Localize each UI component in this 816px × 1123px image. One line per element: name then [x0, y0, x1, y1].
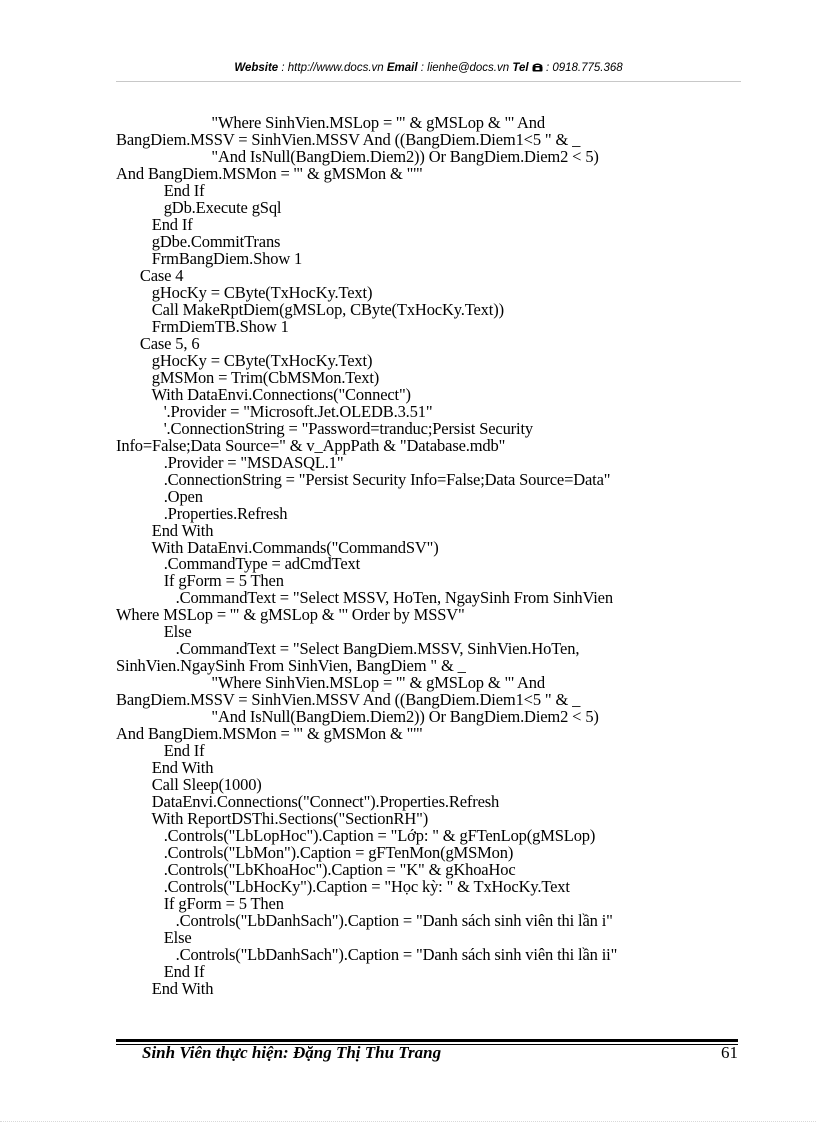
email-label: Email [386, 62, 418, 74]
code-line: Info=False;Data Source=" & v_AppPath & "Database.mdb" [116, 435, 506, 455]
code-line: End With [116, 758, 214, 778]
code-line: If gForm = 5 Then [116, 571, 284, 591]
code-line: gHocKy = CByte(TxHocKy.Text) [116, 350, 373, 370]
code-line: gDbe.CommitTrans [116, 231, 281, 251]
code-line: And BangDiem.MSMon = '" & gMSMon & "'" [116, 163, 423, 183]
code-line: .ConnectionString = "Persist Security Info=False;Data Source=Data" [116, 469, 611, 489]
code-line: .Controls("LbHocKy").Caption = "Học kỳ: " & TxHocKy.Text [116, 877, 570, 897]
code-line: End With [116, 520, 214, 540]
page-header [116, 62, 741, 74]
page-number: 61 [721, 1043, 738, 1062]
code-line: Case 5, 6 [116, 333, 200, 353]
tel-label: Tel [512, 62, 532, 74]
code-line: .Controls("LbKhoaHoc").Caption = "K" & gKhoaHoc [116, 860, 516, 880]
code-line: "Where SinhVien.MSLop = '" & gMSLop & "' And [116, 673, 545, 693]
code-line: End With [116, 978, 214, 998]
code-line: End If [116, 741, 205, 761]
code-line: .Controls("LbMon").Caption = gFTenMon(gMSMon) [116, 843, 514, 863]
code-line: .Properties.Refresh [116, 503, 288, 523]
code-line: End If [116, 214, 193, 234]
code-line: FrmDiemTB.Show 1 [116, 316, 289, 336]
code-line: gHocKy = CByte(TxHocKy.Text) [116, 282, 373, 302]
code-line: Else [116, 928, 192, 948]
email-value: : lienhe@docs.vn [417, 62, 510, 74]
code-line: DataEnvi.Connections("Connect").Properties.Refresh [116, 792, 500, 812]
code-line: Call Sleep(1000) [116, 775, 262, 795]
code-line: Where MSLop = '" & gMSLop & "' Order by MSSV" [116, 605, 465, 625]
code-line: End If [116, 180, 205, 200]
header-divider [116, 81, 741, 82]
phone-icon [532, 62, 543, 72]
footer-divider-thick [116, 1039, 738, 1042]
code-line: Call MakeRptDiem(gMSLop, CByte(TxHocKy.Text)) [116, 299, 504, 319]
code-line: .CommandType = adCmdText [116, 554, 361, 574]
code-line: "And IsNull(BangDiem.Diem2)) Or BangDiem.Diem2 < 5) [116, 146, 599, 166]
code-line: SinhVien.NgaySinh From SinhVien, BangDiem " & _ [116, 656, 466, 676]
code-line: .Controls("LbLopHoc").Caption = "Lớp: " & gFTenLop(gMSLop) [116, 826, 596, 846]
code-line: '.Provider = "Microsoft.Jet.OLEDB.3.51" [116, 401, 433, 421]
code-line: .Controls("LbDanhSach").Caption = "Danh sách sinh viên thi lần i" [116, 911, 613, 931]
code-line: Case 4 [116, 265, 184, 285]
page-bottom-edge [0, 1121, 816, 1122]
code-line: BangDiem.MSSV = SinhVien.MSSV And ((BangDiem.Diem1<5 " & _ [116, 129, 581, 149]
code-line: .CommandText = "Select BangDiem.MSSV, SinhVien.HoTen, [116, 639, 580, 659]
footer-author: Sinh Viên thực hiện: Đặng Thị Thu Trang [142, 1043, 442, 1062]
code-line: BangDiem.MSSV = SinhVien.MSSV And ((BangDiem.Diem1<5 " & _ [116, 690, 581, 710]
code-line: With ReportDSThi.Sections("SectionRH") [116, 809, 429, 829]
website-label: Website [234, 62, 279, 74]
code-line: .Controls("LbDanhSach").Caption = "Danh sách sinh viên thi lần ii" [116, 945, 618, 965]
code-line: .Provider = "MSDASQL.1" [116, 452, 344, 472]
code-line: End If [116, 962, 205, 981]
code-line: FrmBangDiem.Show 1 [116, 248, 303, 268]
tel-value: : 0918.775.368 [542, 62, 623, 74]
code-line: gMSMon = Trim(CbMSMon.Text) [116, 367, 380, 387]
code-line: With DataEnvi.Commands("CommandSV") [116, 537, 439, 557]
code-line: Else [116, 622, 192, 642]
code-line: .Open [116, 486, 203, 506]
code-line: "And IsNull(BangDiem.Diem2)) Or BangDiem.Diem2 < 5) [116, 707, 599, 727]
code-line: .CommandText = "Select MSSV, HoTen, NgaySinh From SinhVien [116, 588, 613, 608]
code-line: "Where SinhVien.MSLop = '" & gMSLop & "' And [116, 113, 545, 132]
website-value: : http://www.docs.vn [278, 62, 384, 74]
code-line: If gForm = 5 Then [116, 894, 284, 914]
code-line: And BangDiem.MSMon = '" & gMSMon & "'" [116, 724, 423, 744]
code-line: gDb.Execute gSql [116, 197, 282, 217]
code-line: With DataEnvi.Connections("Connect") [116, 384, 411, 404]
code-line: '.ConnectionString = "Password=tranduc;Persist Security [116, 418, 533, 438]
